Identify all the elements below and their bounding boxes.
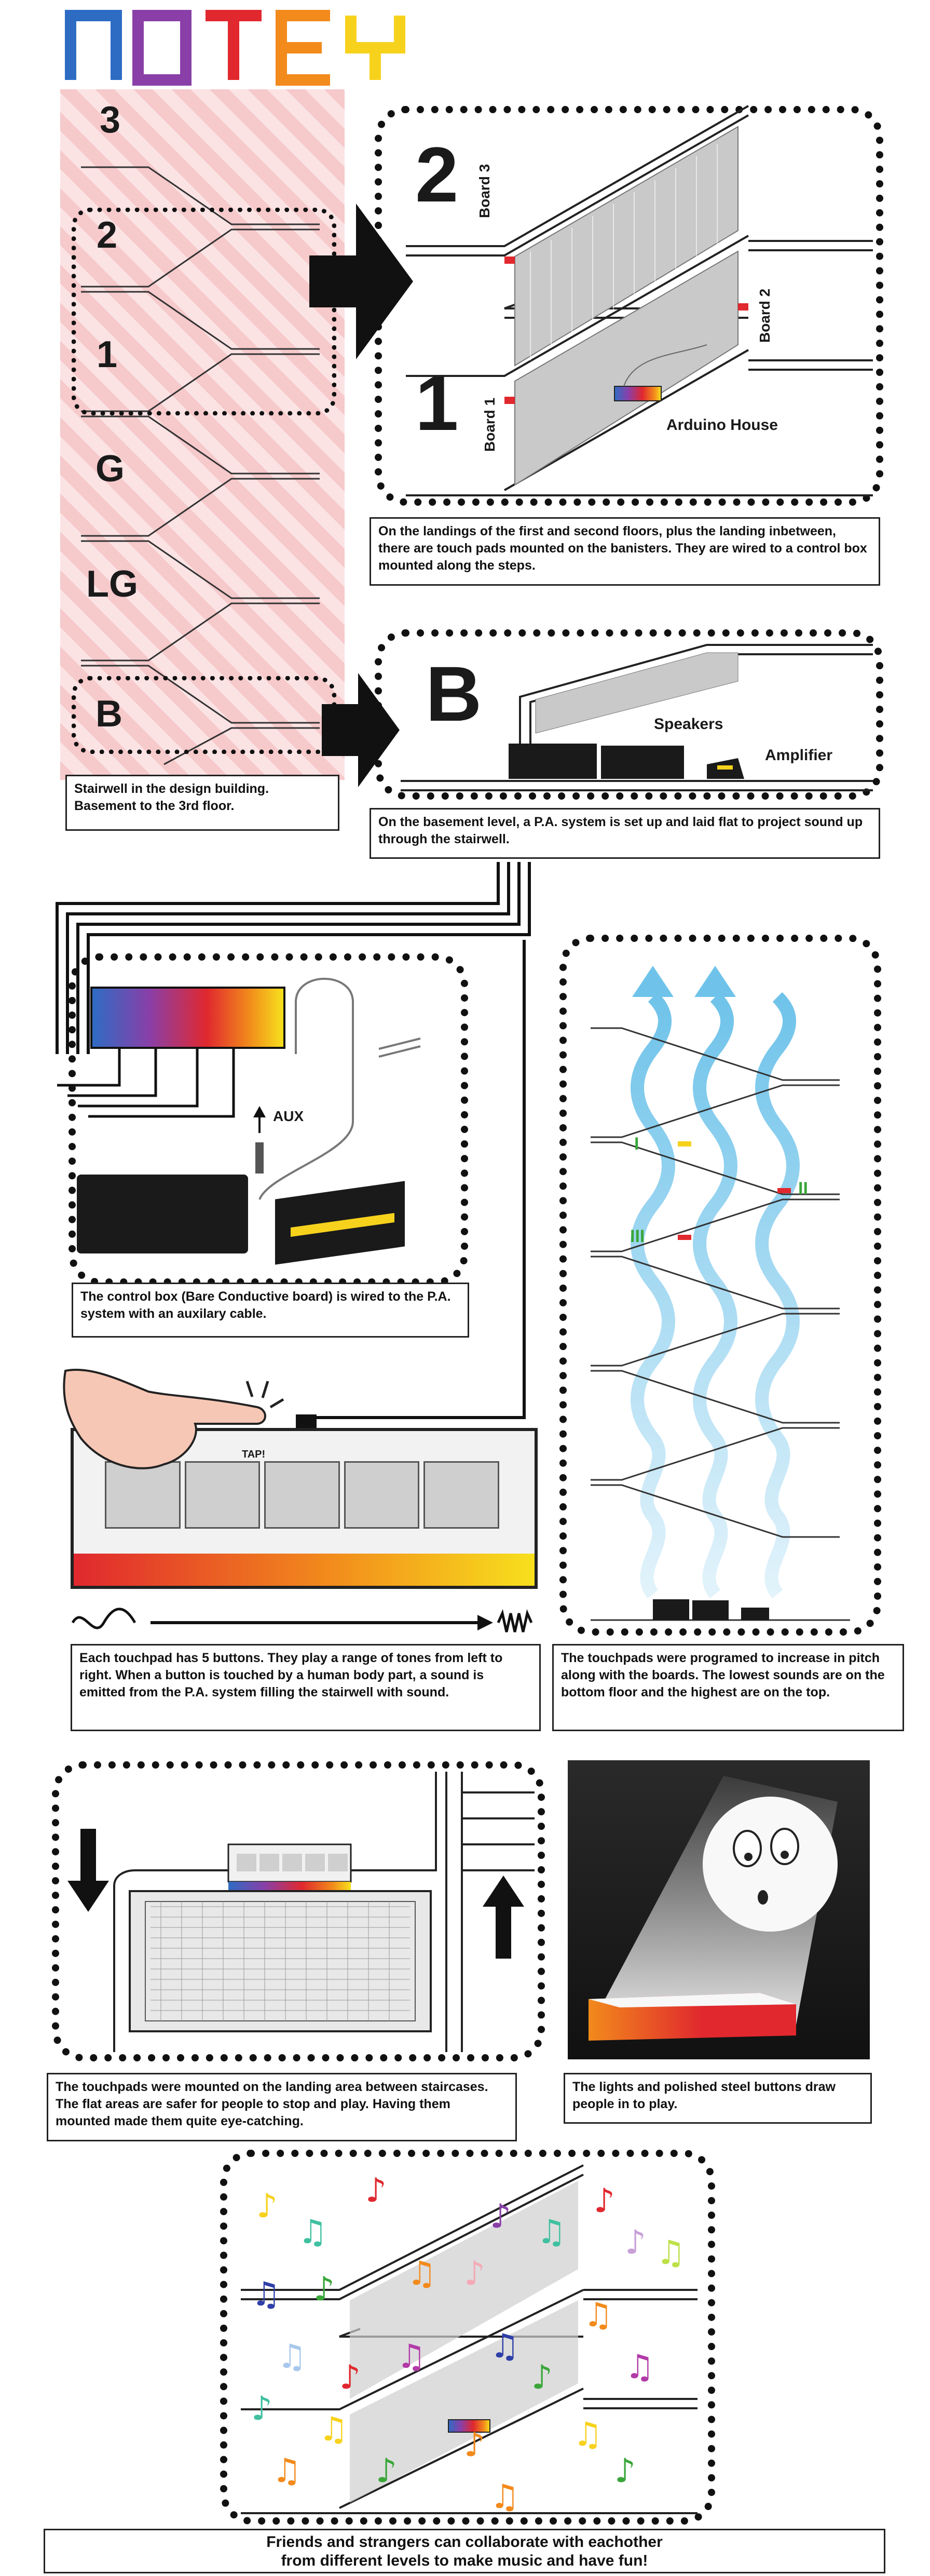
floor-label-3: 3 xyxy=(100,99,121,141)
svg-text:♫: ♫ xyxy=(573,2416,603,2454)
svg-text:♫: ♫ xyxy=(490,2478,520,2516)
floor-label-1: 1 xyxy=(97,334,118,375)
basement-caption: On the basement level, a P.A. system is set up and laid flat to project sound up through the stairwell. xyxy=(370,808,880,859)
lights-illustration xyxy=(568,1760,870,2059)
touchpad-connector xyxy=(296,1414,317,1428)
pitch-drawing xyxy=(559,935,881,1636)
board-3-label: Board 3 xyxy=(476,164,493,218)
finale-caption-line-1: Friends and strangers can collaborate with eachother xyxy=(266,2533,663,2551)
board-2-label: Board 2 xyxy=(757,288,773,343)
svg-text:♪: ♪ xyxy=(490,2197,511,2236)
pitch-caption: The touchpads were programed to increase in pitch along with the boards. The lowest sounds are on the bottom floor and the highest are on the top. xyxy=(552,1644,904,1731)
floor-label-b-large: B xyxy=(426,650,482,737)
svg-text:♫: ♫ xyxy=(272,2452,302,2490)
finale-caption xyxy=(44,2529,885,2573)
logo xyxy=(62,7,426,85)
svg-text:♪: ♪ xyxy=(531,2358,553,2397)
floor-label-lg: LG xyxy=(86,563,138,605)
up-arrow-icon xyxy=(483,1876,524,1959)
svg-text:♫: ♫ xyxy=(298,2213,328,2251)
lights-caption: The lights and polished steel buttons draw people in to play. xyxy=(564,2073,872,2124)
board-1-label: Board 1 xyxy=(482,397,498,452)
arduino-house-label: Arduino House xyxy=(666,416,778,434)
tap-label: TAP! xyxy=(242,1449,266,1460)
svg-text:♪: ♪ xyxy=(464,2426,485,2464)
touchpad-gradient-base xyxy=(74,1554,535,1586)
touchpad-button[interactable] xyxy=(344,1461,420,1529)
svg-text:♫: ♫ xyxy=(490,2327,520,2366)
touchpad-caption: Each touchpad has 5 buttons. They play a range of tones from left to right. When a button is touched by a human body part, a sound is emitted from the P.A. system filling the stairwell with sound. xyxy=(71,1644,541,1731)
svg-text:♪: ♪ xyxy=(376,2452,397,2490)
pitch-numeral-3: III xyxy=(630,1226,645,1246)
svg-text:♪: ♪ xyxy=(464,2255,485,2293)
svg-text:♫: ♫ xyxy=(625,2348,655,2386)
svg-text:♪: ♪ xyxy=(625,2223,646,2262)
svg-text:♪: ♪ xyxy=(365,2172,387,2210)
upper-detail-caption: On the landings of the first and second floors, plus the landing inbetween, there are touch pads mounted on the banisters. They are wired to a control box mounted along the steps. xyxy=(370,517,880,586)
svg-text:♫: ♫ xyxy=(583,2296,613,2335)
hand-icon xyxy=(60,1360,278,1495)
floor-label-2-large: 2 xyxy=(415,131,459,218)
stairwell-overview xyxy=(60,89,345,813)
waveform-icon xyxy=(73,1610,540,1636)
svg-text:♫: ♫ xyxy=(537,2213,567,2251)
finale-drawing xyxy=(220,2150,715,2525)
floor-label-2: 2 xyxy=(97,214,118,256)
svg-text:♪: ♪ xyxy=(339,2358,361,2397)
pitch-numeral-1: I xyxy=(634,1134,639,1154)
svg-text:♪: ♪ xyxy=(251,2390,272,2428)
stairwell-caption: Stairwell in the design building. Basement to the 3rd floor. xyxy=(65,775,339,831)
svg-text:♫: ♫ xyxy=(396,2338,427,2376)
touchpad-button[interactable] xyxy=(423,1461,499,1529)
logo-wordmark xyxy=(62,7,426,85)
svg-text:♪: ♪ xyxy=(594,2182,615,2220)
down-arrow-icon xyxy=(67,1829,109,1912)
amplifier-label: Amplifier xyxy=(765,747,833,764)
control-box-caption: The control box (Bare Conductive board) is wired to the P.A. system with an auxilary cable. xyxy=(72,1283,469,1338)
landing-drawing xyxy=(52,1761,545,2061)
svg-text:♪: ♪ xyxy=(313,2270,335,2309)
svg-text:♫: ♫ xyxy=(319,2410,349,2449)
speakers-label: Speakers xyxy=(654,716,723,733)
pitch-numeral-2: II xyxy=(798,1179,808,1198)
floor-label-1-large: 1 xyxy=(415,359,459,447)
svg-text:♫: ♫ xyxy=(277,2338,307,2376)
landing-caption: The touchpads were mounted on the landing area between staircases. The flat areas are safer for people to stop and play. Having them mounted made them quite eye-catching. xyxy=(47,2073,517,2141)
floor-label-b: B xyxy=(95,693,122,735)
floor-label-g: G xyxy=(95,448,125,490)
aux-label: AUX xyxy=(273,1108,304,1124)
svg-text:♫: ♫ xyxy=(656,2234,686,2272)
pa-speaker-left xyxy=(77,1175,248,1253)
spotlight-drawing xyxy=(568,1760,870,2059)
svg-text:♫: ♫ xyxy=(251,2275,281,2314)
finale-caption-line-2: from different levels to make music and have fun! xyxy=(281,2552,648,2569)
svg-text:♪: ♪ xyxy=(256,2187,278,2226)
svg-text:♪: ♪ xyxy=(614,2452,636,2490)
svg-text:♫: ♫ xyxy=(407,2255,437,2293)
